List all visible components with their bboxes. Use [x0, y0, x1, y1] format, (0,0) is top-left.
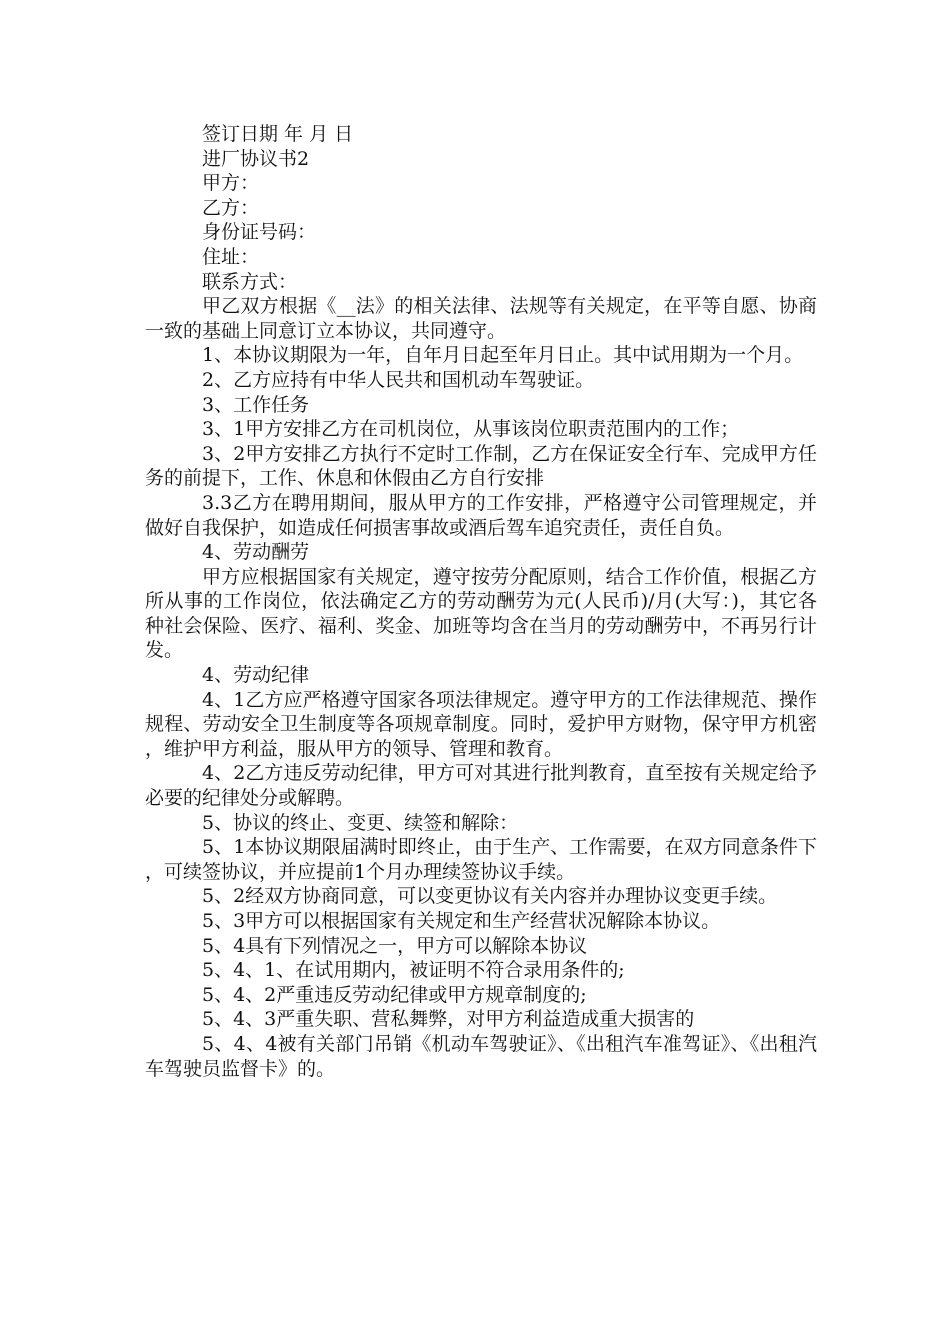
- signing-date-line: 签订日期 年 月 日: [202, 123, 354, 145]
- document-title: 进厂协议书2: [202, 147, 310, 170]
- clause-5-3: 5、3甲方可以根据国家有关规定和生产经营状况解除本协议。: [202, 910, 721, 932]
- document-body: [145, 122, 817, 1081]
- clause-4-1: 4、1乙方应严格遵守国家各项法律规定。遵守甲方的工作法律规范、操作规程、劳动安全卫生制度等各项规章制度。同时，爱护甲方财物，保守甲方机密，维护甲方利益，服从甲方的领导、管理和教育。: [145, 688, 817, 760]
- clause-5-4-3: 5、4、3严重失职、营私舞弊，对甲方利益造成重大损害的: [202, 1008, 695, 1031]
- clause-3-heading: 3、工作任务: [202, 393, 310, 416]
- clause-5-heading: 5、协议的终止、变更、续签和解除：: [202, 811, 519, 834]
- clause-3-3: 3.3乙方在聘用期间，服从甲方的工作安排，严格遵守公司管理规定，并做好自我保护，如造成任何损害事故或酒后驾车追究责任，责任自负。: [145, 491, 817, 539]
- clause-5-4-1: 5、4、1、在试用期内，被证明不符合录用条件的;: [202, 959, 625, 982]
- clause-1-term: 1、本协议期限为一年，自年月日起至年月日止。其中试用期为一个月。: [202, 344, 804, 367]
- clause-5-4-4: 5、4、4被有关部门吊销《机动车驾驶证》、《出租汽车准驾证》、《出租汽车驾驶员监督卡》的。: [145, 1032, 817, 1080]
- clause-3-1: 3、1甲方安排乙方在司机岗位，从事该岗位职责范围内的工作；: [202, 418, 740, 441]
- preamble-paragraph: 甲乙双方根据《__法》的相关法律、法规等有关规定，在平等自愿、协商一致的基础上同意订立本协议，共同遵守。: [145, 295, 817, 342]
- party-a-line: 甲方：: [202, 172, 260, 195]
- clause-5-2: 5、2经双方协商同意，可以变更协议有关内容并办理协议变更手续。: [202, 885, 778, 908]
- id-number-line: 身份证号码：: [202, 221, 317, 244]
- clause-5-4-2: 5、4、2严重违反劳动纪律或甲方规章制度的;: [202, 983, 587, 1006]
- address-line: 住址：: [202, 245, 260, 268]
- clause-4-discipline-heading: 4、劳动纪律: [202, 664, 310, 687]
- clause-5-1: 5、1本协议期限届满时即终止，由于生产、工作需要，在双方同意条件下，可续签协议，并应提前1个月办理续签协议手续。: [145, 836, 817, 883]
- clause-2-license: 2、乙方应持有中华人民共和国机动车驾驶证。: [202, 368, 595, 391]
- party-b-line: 乙方：: [202, 196, 260, 219]
- clause-4-compensation-body: 甲方应根据国家有关规定，遵守按劳分配原则，结合工作价值，根据乙方所从事的工作岗位，依法确定乙方的劳动酬劳为元(人民币)/月(大写：)，其它各种社会保险、医疗、福利、奖金、加班等均含在当月的劳动酬劳中，不再另行计发。: [145, 565, 817, 662]
- contact-line: 联系方式：: [202, 270, 298, 293]
- clause-3-2: 3、2甲方安排乙方执行不定时工作制，乙方在保证安全行车、完成甲方任务的前提下，工作、休息和休假由乙方自行安排: [145, 442, 817, 490]
- clause-4-2: 4、2乙方违反劳动纪律，甲方可对其进行批判教育，直至按有关规定给予必要的纪律处分或解聘。: [145, 762, 817, 810]
- clause-5-4: 5、4具有下列情况之一，甲方可以解除本协议: [202, 934, 588, 957]
- clause-4-compensation-heading: 4、劳动酬劳: [202, 541, 310, 564]
